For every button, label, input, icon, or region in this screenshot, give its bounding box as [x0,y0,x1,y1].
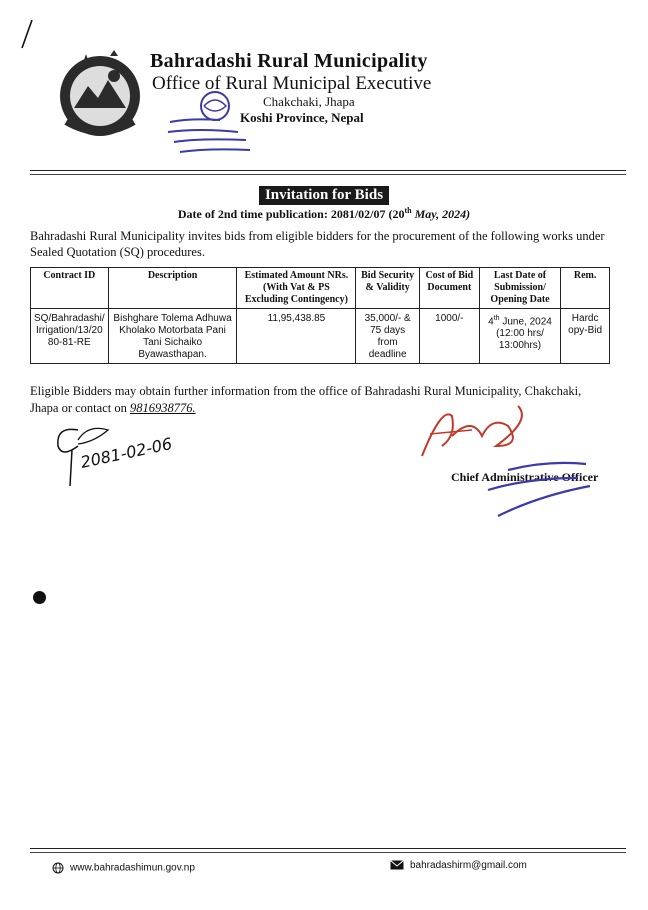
publication-date-sup: th [404,206,412,215]
website-text: www.bahradashimun.gov.np [70,862,195,874]
last-date-day: 4 [488,316,494,328]
header-bid-security: Bid Security & Validity [356,268,420,309]
office-name: Office of Rural Municipal Executive [152,73,432,94]
header-contract-id: Contract ID [31,268,109,309]
cell-last-date [479,309,561,364]
cell-bid-security: 35,000/- & 75 days from deadline [356,309,420,364]
punch-hole-mark [33,591,46,604]
header-cost: Cost of Bid Document [419,268,479,309]
cell-cost: 1000/- [419,309,479,364]
officer-stamp [468,456,598,526]
header-divider-secondary [30,174,626,175]
table-row [31,309,610,364]
cell-description: Bishghare Tolema Adhuwa Kholako Motorbata Pani Tani Sichaiko Byawasthapan. [108,309,237,364]
cell-contract-id: SQ/Bahradashi/ Irrigation/13/20 80-81-RE [31,309,109,364]
notice-title: Invitation for Bids [259,186,389,205]
municipality-emblem [52,46,148,142]
globe-icon [52,862,64,874]
footer-divider [30,848,626,849]
intro-paragraph: Bahradashi Rural Municipality invites bids from eligible bidders for the procurement of the following works under Sealed Quotation (SQ) procedures. [30,229,605,259]
bids-table [30,267,610,364]
header-description: Description [108,268,237,309]
notice-title-wrap [0,186,648,205]
office-stamp [160,88,270,158]
publication-date [0,206,648,222]
publication-date-prefix: Date of 2nd time publication: 2081/02/07 (20 [177,207,405,221]
header-divider [30,170,626,171]
header-estimated-amount: Estimated Amount NRs. (With Vat & PS Excluding Contingency) [237,268,356,309]
table-header-row [31,268,610,309]
eligible-text: Eligible Bidders may obtain further information from the office of Bahradashi Rural Municipality, Chakchaki, Jhapa or contact on [30,384,582,415]
organization-name: Bahradashi Rural Municipality [150,50,428,72]
last-date-sup: th [493,315,500,322]
handwritten-date: 2081-02-06 [78,433,174,472]
address-line-2: Koshi Province, Nepal [240,110,364,125]
footer-email[interactable] [390,860,527,871]
cell-remarks: Hardc opy-Bid [561,309,610,364]
address-line-1: Chakchaki, Jhapa [263,94,355,109]
publication-date-suffix: May, 2024) [411,207,471,221]
footer-website[interactable] [52,862,195,874]
handwritten-initial-and-date [48,420,198,490]
envelope-icon [390,860,404,870]
contact-phone: 9816938776. [129,401,196,415]
officer-title: Chief Administrative Officer [451,470,599,484]
header-remarks: Rem. [561,268,610,309]
cell-estimated-amount: 11,95,438.85 [237,309,356,364]
header-last-date: Last Date of Submission/ Opening Date [479,268,561,309]
pen-stroke-mark [18,18,38,52]
email-text: bahradashirm@gmail.com [410,860,527,871]
last-date-rest: June, 2024 (12:00 hrs/ 13:00hrs) [496,316,552,352]
footer-divider-secondary [30,852,626,853]
